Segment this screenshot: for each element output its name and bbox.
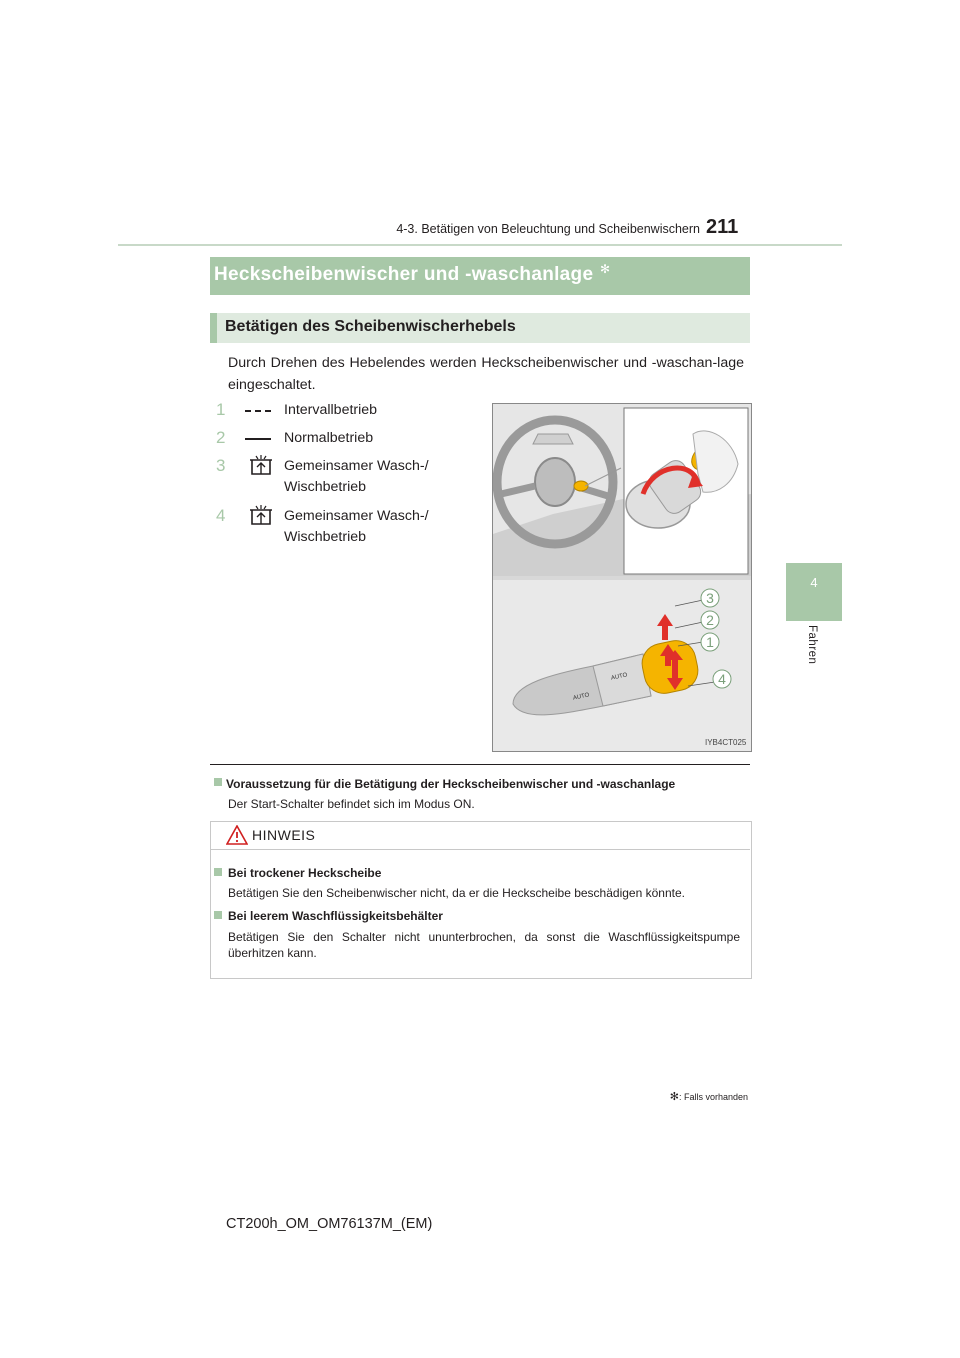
callout-3: 3 <box>706 590 714 606</box>
item-number-1: 1 <box>216 400 226 419</box>
subsection-title: Betätigen des Scheibenwischerhebels <box>225 318 516 335</box>
optional-equipment-star-icon: ✻ <box>600 262 611 276</box>
document-code: CT200h_OM_OM76137M_(EM) <box>226 1216 433 1232</box>
solid-line-icon <box>243 427 273 451</box>
item-text-4-line2: Wischbetrieb <box>284 529 367 545</box>
item-text-1: Intervallbetrieb <box>284 402 378 418</box>
footnote-star-icon: ✻ <box>669 1091 679 1103</box>
notice-item-title-2: Bei leerem Waschflüssigkeitsbehälter <box>228 909 443 923</box>
note-divider <box>210 764 750 765</box>
section-title: Heckscheibenwischer und -waschanlage <box>214 264 594 285</box>
header-divider <box>118 244 842 246</box>
figure-code: IYB4CT025 <box>705 738 747 747</box>
note-text: Der Start-Schalter befindet sich im Modus ON. <box>228 797 475 811</box>
footnote <box>670 1090 748 1103</box>
rear-washer-icon <box>246 454 276 478</box>
item-text-3-line1: Gemeinsamer Wasch-/ <box>284 458 429 474</box>
chapter-tab <box>786 563 842 621</box>
chapter-tab-number: 4 <box>810 575 818 590</box>
rear-washer-icon <box>246 504 276 528</box>
callout-4: 4 <box>718 671 726 687</box>
dashed-line-icon <box>243 399 273 423</box>
notice-item-text-2-line1: Betätigen Sie den Schalter nicht ununterbrochen, da sonst die Waschflüssigkeitspumpe <box>228 930 740 944</box>
callout-1: 1 <box>706 634 714 650</box>
notice-bullet-icon <box>214 911 222 919</box>
lever-auto-label: AUTO <box>572 692 591 702</box>
note-bullet-icon <box>214 778 222 786</box>
footnote-text: : Falls vorhanden <box>678 1092 748 1102</box>
notice-bullet-icon <box>214 868 222 876</box>
warning-triangle-icon <box>226 825 248 845</box>
notice-title: HINWEIS <box>252 827 316 843</box>
item-number-3: 3 <box>216 456 226 475</box>
notice-item-title-1: Bei trockener Heckscheibe <box>228 866 382 880</box>
chapter-heading: 4-3. Betätigen von Beleuchtung und Scheibenwischern <box>396 222 700 236</box>
notice-item-text-1: Betätigen Sie den Scheibenwischer nicht, da er die Heckscheibe beschädigen könnte. <box>228 886 685 900</box>
intro-paragraph: Durch Drehen des Hebelendes werden Heckscheibenwischer und -waschan-lage eingeschaltet. <box>228 355 744 393</box>
item-number-2: 2 <box>216 428 226 447</box>
chapter-tab-label: Fahren <box>806 625 818 665</box>
illustration-drawing <box>493 404 751 751</box>
item-text-3-line2: Wischbetrieb <box>284 479 367 495</box>
item-text-4-line1: Gemeinsamer Wasch-/ <box>284 508 429 524</box>
item-number-4: 4 <box>216 506 226 525</box>
callout-2: 2 <box>706 612 714 628</box>
notice-item-text-2-line2: überhitzen kann. <box>228 946 317 960</box>
subsection-accent <box>210 313 217 343</box>
wiper-lever-illustration <box>492 403 752 752</box>
lever-auto-label: AUTO <box>610 672 629 682</box>
item-text-2: Normalbetrieb <box>284 430 374 446</box>
note-title: Voraussetzung für die Betätigung der Heckscheibenwischer und -waschanlage <box>226 777 676 791</box>
page-number: 211 <box>706 216 739 238</box>
